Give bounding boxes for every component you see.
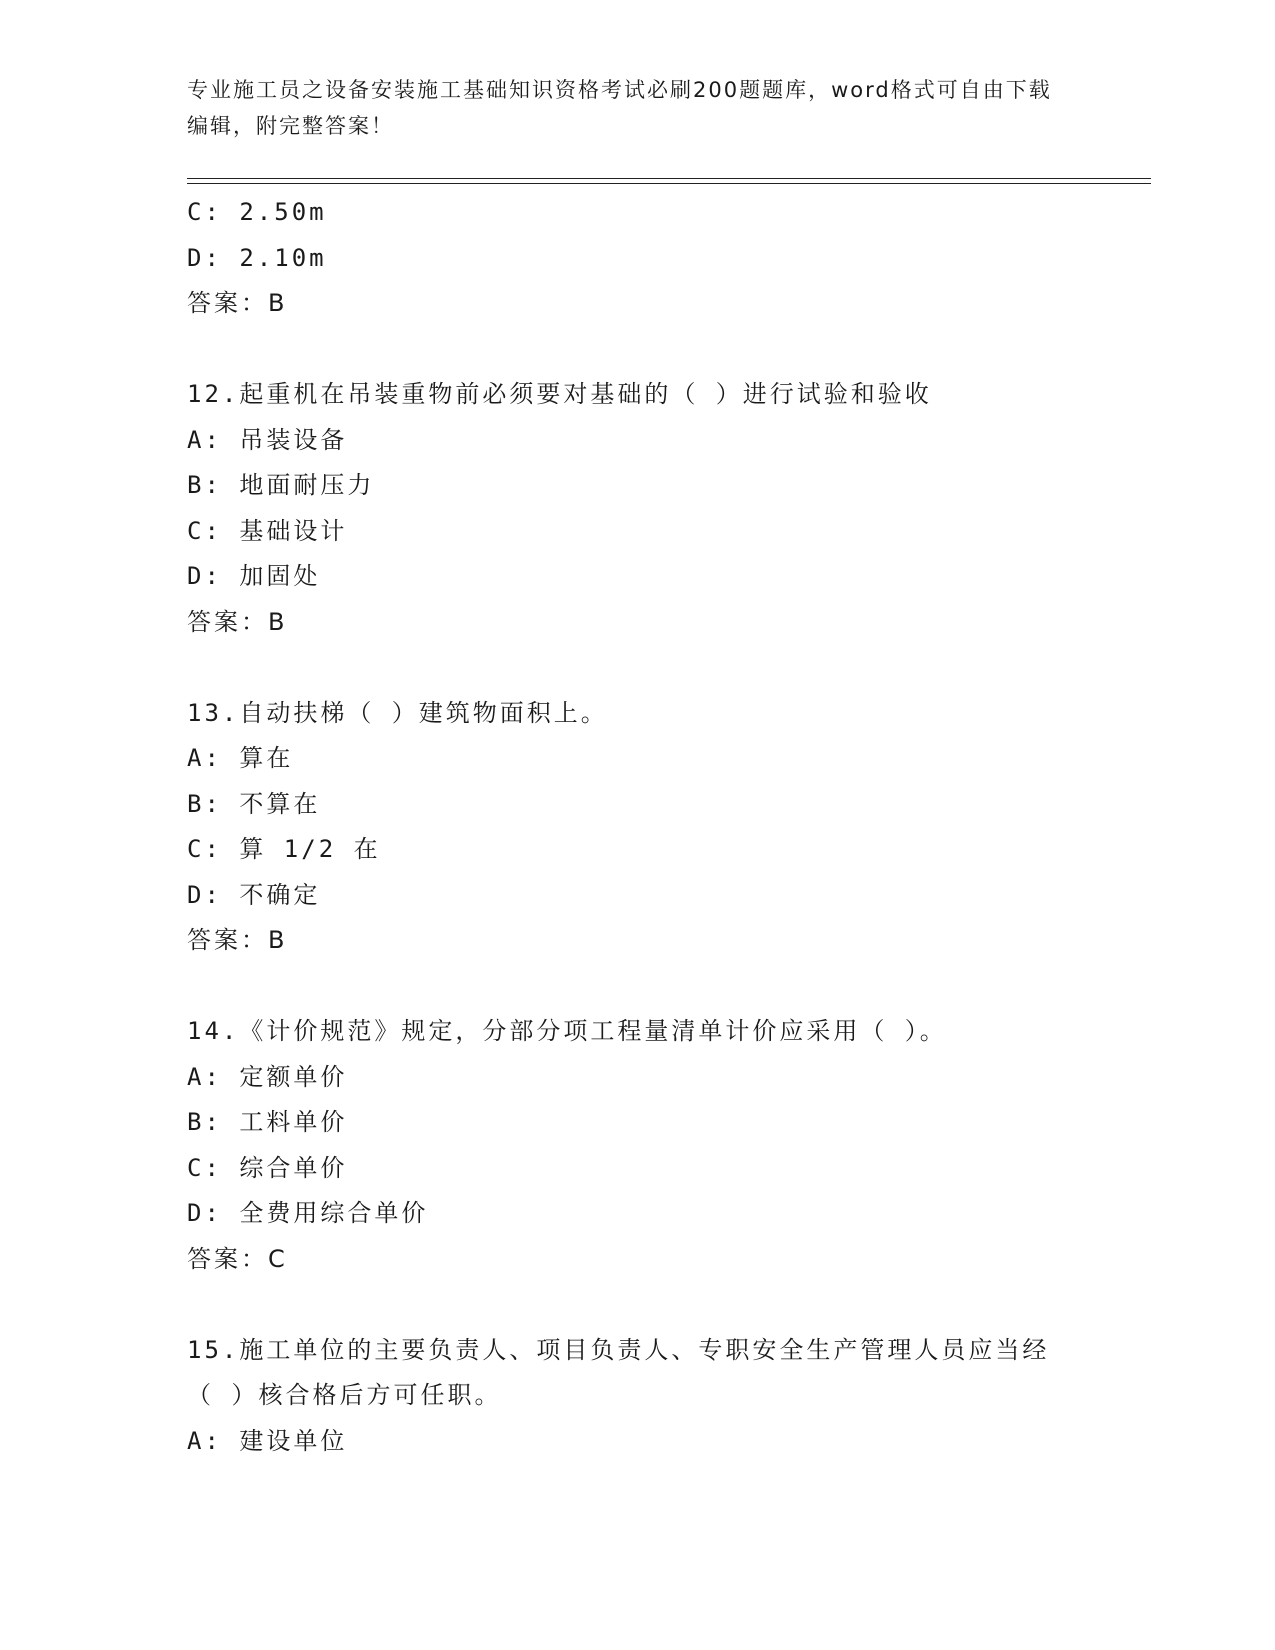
option-c: C: 综合单价: [187, 1153, 348, 1182]
answer-line: 答案：B: [187, 607, 288, 636]
option-a: A: 算在: [187, 744, 294, 772]
spacer: [187, 964, 1087, 1010]
option-c: C: 算 1/2 在: [187, 835, 381, 863]
answer-line: 答案：C: [187, 1244, 288, 1273]
option-c: C: 2.50m: [187, 198, 327, 226]
question-stem: 14.《计价规范》规定，分部分项工程量清单计价应采用（ ）。: [187, 1017, 947, 1045]
spacer: [187, 327, 1087, 373]
option-a: A: 建设单位: [187, 1426, 348, 1455]
spacer: [187, 1282, 1087, 1328]
header-rule-top: [187, 178, 1151, 179]
option-b: B: 工料单价: [187, 1108, 348, 1136]
option-b: B: 不算在: [187, 789, 321, 818]
option-d: D: 不确定: [187, 880, 321, 909]
question-list: [187, 190, 1087, 1464]
option-d: D: 加固处: [187, 562, 321, 590]
question-stem: 15.施工单位的主要负责人、项目负责人、专职安全生产管理人员应当经（ ）核合格后方可任职。: [187, 1335, 1050, 1409]
option-c: C: 基础设计: [187, 516, 348, 545]
header-rule-bottom: [187, 183, 1151, 184]
option-d: D: 2.10m: [187, 243, 327, 272]
answer-line: 答案：B: [187, 926, 288, 954]
option-a: A: 吊装设备: [187, 425, 348, 454]
option-d: D: 全费用综合单价: [187, 1199, 429, 1227]
question-stem: 12.起重机在吊装重物前必须要对基础的（ ）进行试验和验收: [187, 380, 932, 408]
document-title: 专业施工员之设备安装施工基础知识资格考试必刷200题题库，word格式可自由下载编辑，附完整答案！: [187, 78, 1052, 138]
answer-line: 答案：B: [187, 289, 288, 317]
option-b: B: 地面耐压力: [187, 471, 375, 499]
spacer: [187, 645, 1087, 691]
question-stem: 13.自动扶梯（ ）建筑物面积上。: [187, 698, 608, 727]
option-a: A: 定额单价: [187, 1062, 348, 1091]
